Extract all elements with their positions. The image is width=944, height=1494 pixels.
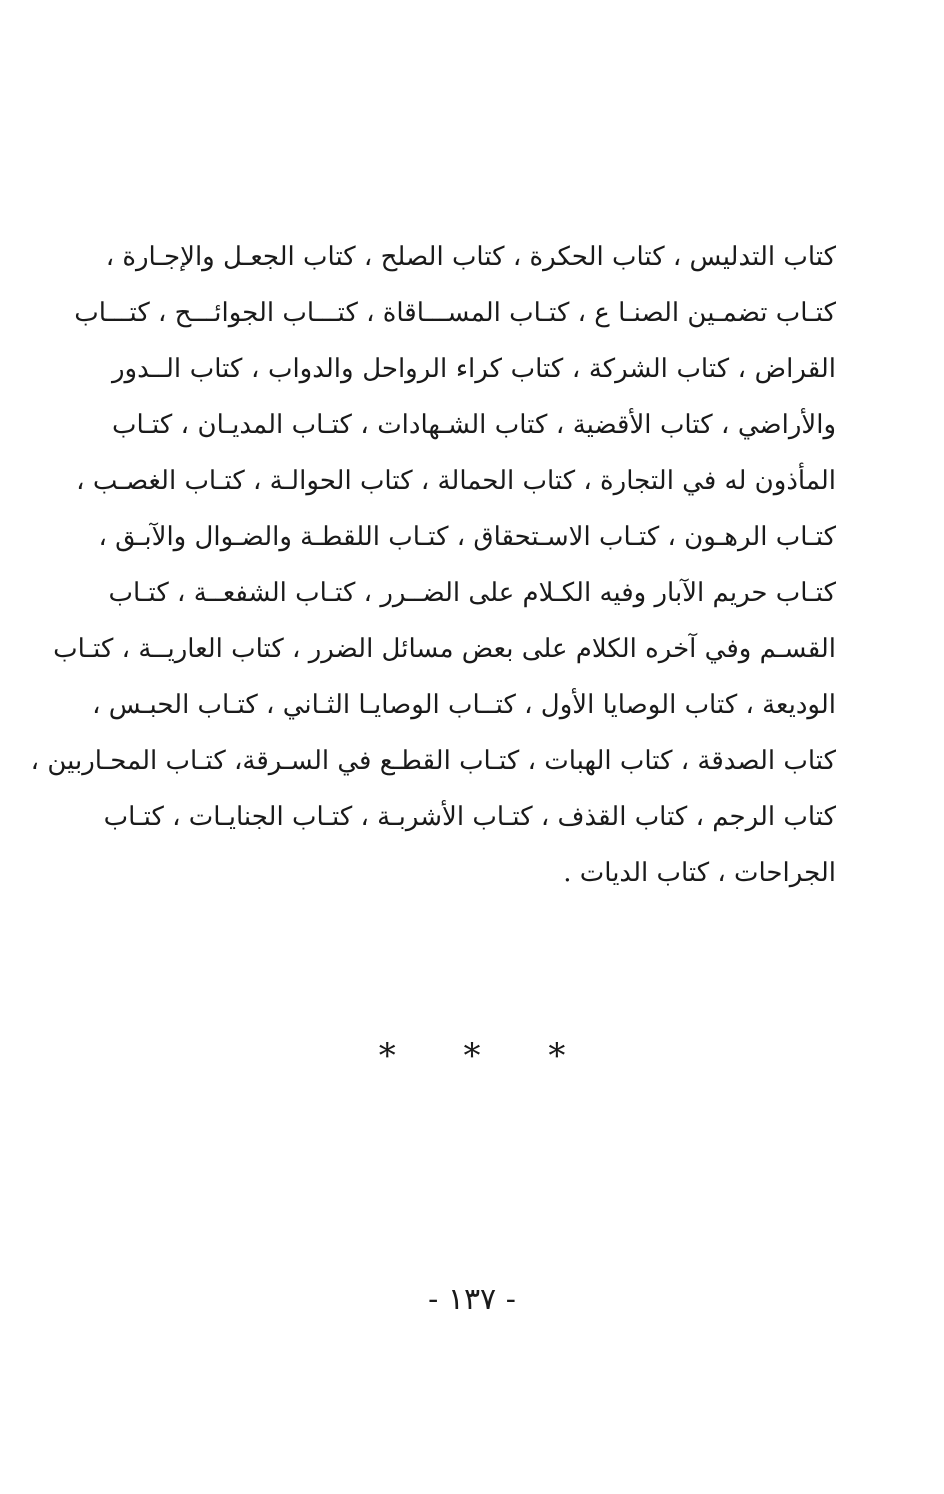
text-line: والأراضي ، كتاب الأقضية ، كتاب الشـهادات ، كتـاب المديـان ، كتـاب [112, 410, 836, 440]
text-line: كتاب التدليس ، كتاب الحكرة ، كتاب الصلح ، كتاب الجعـل والإجـارة ، [105, 242, 836, 272]
text-line: القسـم وفي آخره الكلام على بعض مسائل الضرر ، كتاب العاريــة ، كتـاب [53, 634, 836, 664]
text-line: القراض ، كتاب الشركة ، كتاب كراء الرواحل والدواب ، كتاب الــدور [112, 354, 836, 384]
text-line: كتـاب الرهـون ، كتـاب الاسـتحقاق ، كتـاب اللقطـة والضـوال والآبـق ، [98, 522, 836, 552]
asterisk-ornament: * [463, 1036, 481, 1076]
text-line: كتـاب تضمـين الصنـا ع ، كتـاب المســـاقاة ، كتـــاب الجوائـــح ، كتـــاب [74, 298, 836, 328]
asterisk-ornament: * [548, 1036, 566, 1076]
body-text [30, 232, 836, 904]
section-separator [0, 1036, 944, 1076]
text-line: الوديعة ، كتاب الوصايا الأول ، كتــاب الوصايـا الثـاني ، كتـاب الحبـس ، [92, 690, 836, 720]
text-line: كتاب الصدقة ، كتاب الهبات ، كتـاب القطـع في السـرقة، كتـاب المحـاربين ، [30, 746, 836, 776]
text-line: المأذون له في التجارة ، كتاب الحمالة ، كتاب الحوالـة ، كتـاب الغصـب ، [76, 466, 836, 496]
text-line: كتاب الرجم ، كتاب القذف ، كتـاب الأشربـة ، كتـاب الجنايـات ، كتـاب [103, 802, 836, 832]
asterisk-ornament: * [378, 1036, 396, 1076]
page-number: - ١٣٧ - [428, 1282, 516, 1317]
text-line: كتـاب حريم الآبار وفيه الكـلام على الضــرر ، كتـاب الشفعــة ، كتـاب [108, 578, 836, 608]
text-line: الجراحات ، كتاب الديات . [563, 858, 836, 888]
